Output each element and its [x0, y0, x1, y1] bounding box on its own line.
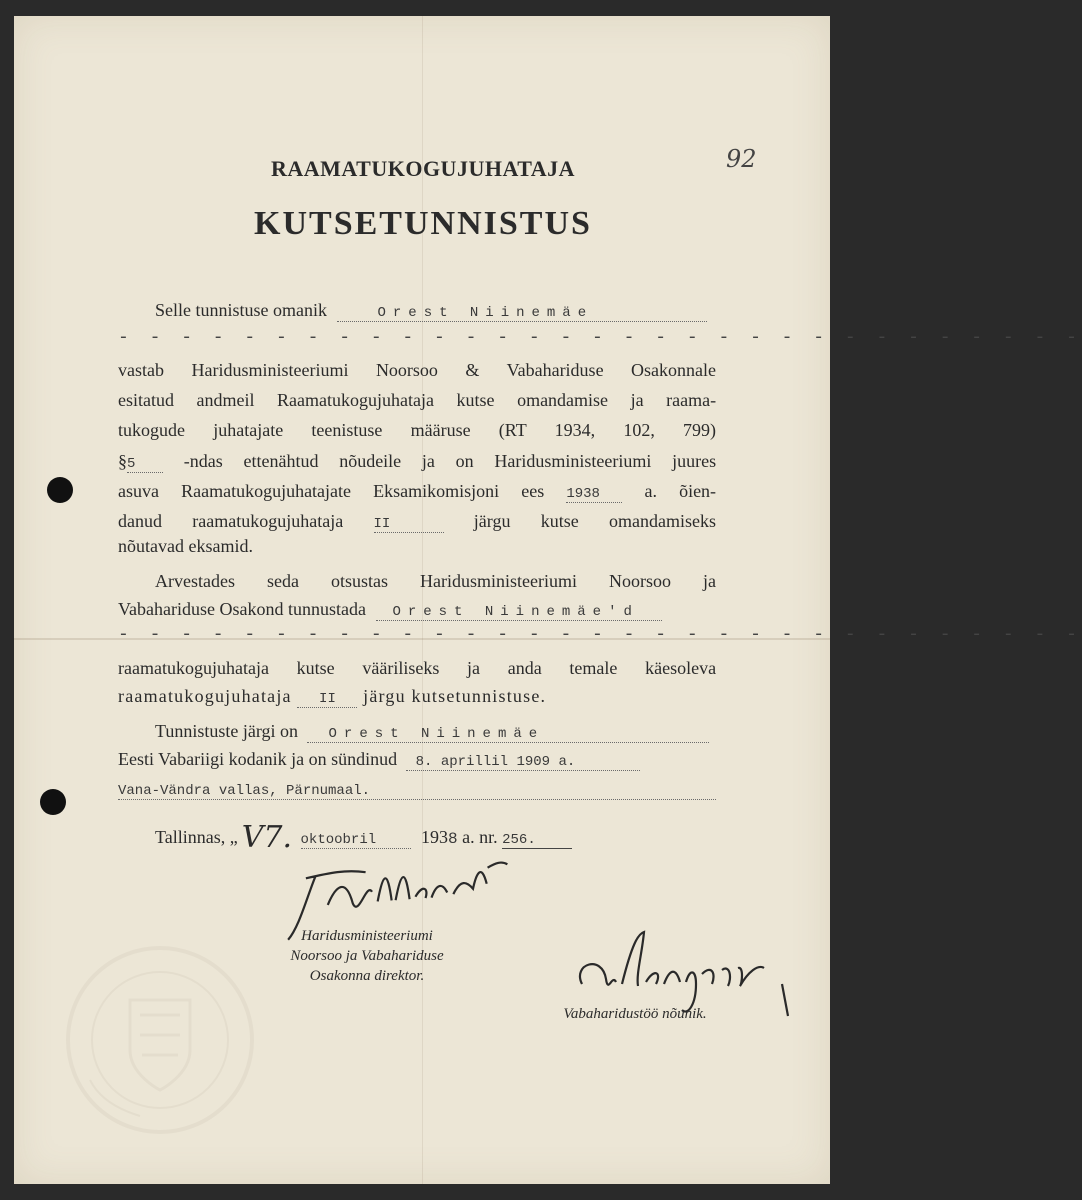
- punch-hole-bottom: [40, 789, 66, 815]
- p1-line7: nõutavad eksamid.: [118, 536, 253, 556]
- p1-line5: asuva Raamatukogujuhatajate Eksamikomisjoni ees 1938 a. õien-: [118, 481, 717, 502]
- document-title-line2: KUTSETUNNISTUS: [254, 205, 592, 242]
- paragraph-number: 5: [127, 456, 163, 473]
- p1-line1: vastab Haridusministeeriumi Noorsoo & Vabahariduse Osakonnale: [118, 360, 717, 380]
- dash-separator-1: - - - - - - - - - - - - - - - - - - - - - - - - - - - - - - -: [118, 328, 1082, 348]
- director-role: Haridusministeeriumi Noorsoo ja Vabahariduse Osakonna direktor.: [290, 928, 444, 984]
- owner-label: Selle tunnistuse omanik: [155, 300, 327, 320]
- p3-line1: Tunnistuste järgi on Orest Niinemäe: [155, 721, 709, 743]
- handwritten-day: V7.: [241, 820, 293, 855]
- p3-line2: Eesti Vabariigi kodanik ja on sündinud 8. aprillil 1909 a.: [118, 749, 640, 771]
- month: oktoobril: [301, 832, 411, 849]
- year-digit: 8: [448, 830, 458, 848]
- p1-line3: tukogude juhatajate teenistuse määruse (RT 1934, 102, 799): [118, 420, 717, 440]
- exam-year: 1938: [566, 486, 622, 503]
- recognized-name: Orest Niinemäe'd: [376, 604, 662, 621]
- p3-line3: [118, 778, 716, 800]
- citizen-name: Orest Niinemäe: [307, 726, 709, 743]
- dateline: Tallinnas, „ V7. oktoobril 1938 a. nr. 256.: [155, 816, 572, 851]
- page-number: 92: [726, 145, 757, 173]
- owner-line: [155, 300, 707, 322]
- dash-separator-2: - - - - - - - - - - - - - - - - - - - - - - - - - - - - - - -: [118, 625, 1082, 645]
- certificate-number: 256.: [502, 832, 572, 849]
- owner-name: Orest Niinemäe: [337, 305, 707, 322]
- advisor-role: Vabaharidustöö nõunik.: [563, 1006, 707, 1022]
- p2-line1: Arvestades seda otsustas Haridusministeeriumi Noorsoo ja: [155, 571, 717, 591]
- p2-line3: raamatukogujuhataja kutse vääriliseks ja anda temale käesoleva: [118, 658, 717, 678]
- embossed-seal: [60, 940, 260, 1140]
- birth-date: 8. aprillil 1909 a.: [406, 754, 640, 771]
- p1-line6: danud raamatukogujuhataja II järgu kutse omandamiseks: [118, 511, 716, 532]
- grade-1: II: [374, 516, 444, 533]
- document-title-line1: RAAMATUKOGUJUHATAJA: [270, 156, 576, 181]
- p2-line2: Vabahariduse Osakond tunnustada Orest Niinemäe'd: [118, 599, 662, 621]
- punch-hole-top: [47, 477, 73, 503]
- p1-line4: §5 -ndas ettenähtud nõudeile ja on Haridusministeeriumi juures: [118, 451, 717, 472]
- p2-line4: raamatukogujuhataja II järgu kutsetunnistuse.: [118, 686, 547, 707]
- grade-2: II: [297, 691, 357, 708]
- p1-line2: esitatud andmeil Raamatukogujuhataja kutse omandamise ja raama-: [118, 390, 717, 410]
- birth-place: Vana-Vändra vallas, Pärnumaal.: [118, 783, 716, 800]
